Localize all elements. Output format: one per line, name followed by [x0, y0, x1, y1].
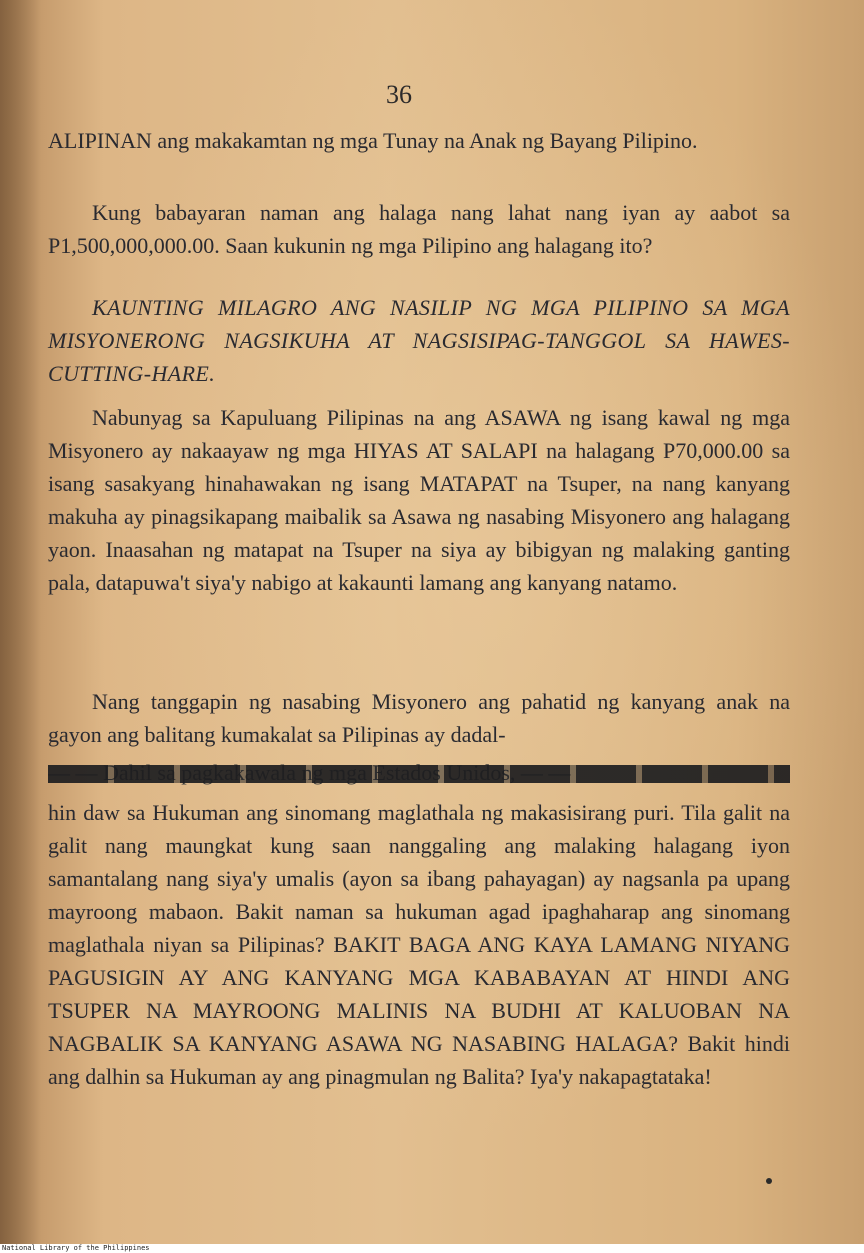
ink-smear-bar — [48, 765, 790, 783]
page-number: 36 — [386, 80, 412, 109]
ink-dot — [766, 1178, 772, 1184]
paragraph-5: hin daw sa Hukuman ang sinomang maglathala ng makasisirang puri. Tila galit na galit nang maungkat kung saan nanggaling ang malaking halagang iyon samantalang nang siya'y umalis (ayon sa ibang pahayagan) ay nagsanla pa upang mayroong mabaon. Bakit naman sa hukuman agad ipaghaharap ang sinomang maglathala niyan sa Pilipinas? BAKIT BAGA ANG KAYA LAMANG NIYANG PAGUSIGIN AY ANG KANYANG MGA KABABAYAN AT HINDI ANG TSUPER NA MAYROONG MALINIS NA BUDHI AT KALUOBAN NA NAGBALIK SA KANYANG ASAWA NG NASABING HALAGA? Bakit hindi ang dalhin sa Hukuman ay ang pinagmulan ng Balita? Iya'y nakapagtataka! — [48, 800, 790, 1089]
italic-heading: KAUNTING MILAGRO ANG NASILIP NG MGA PILIPINO SA MGA MISYONERONG NAGSIKUHA AT NAGSISIPAG-TANGGOL SA HAWES-CUTTING-HARE. — [48, 295, 790, 386]
paragraph-4: Nang tanggapin ng nasabing Misyonero ang pahatid ng kanyang anak na gayon ang balitang kumakalat sa Pilipinas ay dadal- — [48, 689, 790, 747]
credit-footer: National Library of the Philippines — [2, 1244, 150, 1252]
paragraph-2: Kung babayaran naman ang halaga nang lahat nang iyan ay aabot sa P1,500,000,000.00. Saan kukunin ng mga Pilipino ang halagang ito? — [48, 200, 790, 258]
paragraph-3: Nabunyag sa Kapuluang Pilipinas na ang ASAWA ng isang kawal ng mga Misyonero ay nakaayaw ng mga HIYAS AT SALAPI na halagang P70,000.00 sa isang sasakyang hinahawakan ng isang MATAPAT na Tsuper, na nang kanyang makuha ay pinagsikapang maibalik sa Asawa ng nasabing Misyonero ang halagang yaon. Inaasahan ng matapat na Tsuper na siya ay bibigyan ng malaking ganting pala, datapuwa't siya'y nabigo at kakaunti lamang ang kanyang natamo. — [48, 405, 790, 595]
paragraph-1: ALIPINAN ang makakamtan ng mga Tunay na Anak ng Bayang Pilipino. — [48, 128, 698, 153]
